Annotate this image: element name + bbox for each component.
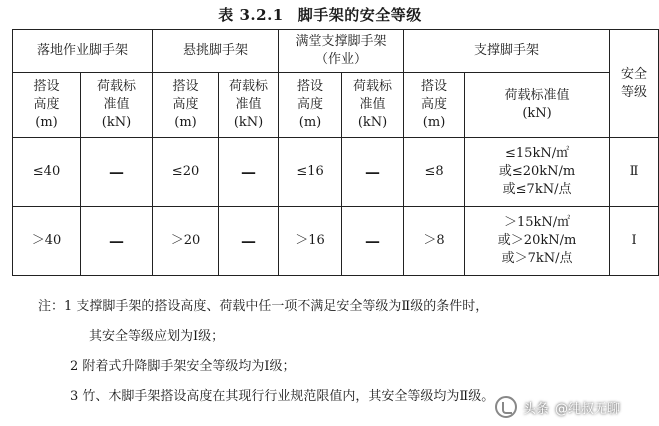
table-number: 表 3.2.1: [218, 6, 284, 24]
header-floor-scaffold: 落地作业脚手架: [13, 30, 153, 73]
watermark-platform: 头条: [522, 401, 549, 417]
watermark-author: @纯叔无聊: [554, 401, 620, 417]
header-height: 搭设 高度 (m): [279, 73, 342, 138]
table-cell: —: [219, 207, 279, 276]
note-item: 其安全等级应划为Ⅰ级；: [89, 329, 225, 344]
header-support-load: 荷载标准值 (kN): [465, 73, 610, 138]
table-notes: [38, 292, 638, 412]
table-cell-support-load: ≤15kN/㎡ 或≤20kN/m 或≤7kN/点: [465, 138, 610, 207]
header-safety-grade: 安全 等级: [610, 30, 659, 138]
table-title-text: 脚手架的安全等级: [297, 6, 422, 24]
table-cell: ＞8: [404, 207, 465, 276]
header-cantilever-scaffold: 悬挑脚手架: [153, 30, 279, 73]
table-row: [13, 207, 659, 276]
header-row-groups: [13, 30, 659, 73]
safety-grade-table: [12, 29, 659, 276]
notes-label: 注：: [38, 299, 65, 314]
header-height: 搭设 高度 (m): [404, 73, 465, 138]
header-load: 荷载标 准值 (kN): [219, 73, 279, 138]
note-item: 3 竹、木脚手架搭设高度在其现行行业规范限值内，其安全等级均为Ⅱ级。: [70, 389, 495, 404]
table-cell: ≤8: [404, 138, 465, 207]
table-row: [13, 138, 659, 207]
table-cell: ＞16: [279, 207, 342, 276]
header-height: 搭设 高度 (m): [153, 73, 219, 138]
header-row-fields: [13, 73, 659, 138]
table-cell: —: [342, 138, 404, 207]
table-cell: ＞40: [13, 207, 81, 276]
table-cell: ≤16: [279, 138, 342, 207]
toutiao-logo-icon: [495, 396, 517, 418]
note-item: 2 附着式升降脚手架安全等级均为Ⅰ级；: [70, 359, 296, 374]
table-cell: —: [81, 207, 153, 276]
watermark: [495, 396, 626, 418]
table-cell: ≤20: [153, 138, 219, 207]
table-cell-support-load: ＞15kN/㎡ 或＞20kN/m 或＞7kN/点: [465, 207, 610, 276]
table-cell: ≤40: [13, 138, 81, 207]
header-support-scaffold: 支撑脚手架: [404, 30, 610, 73]
table-title: [0, 4, 640, 25]
header-load: 荷载标 准值 (kN): [81, 73, 153, 138]
table-cell: —: [219, 138, 279, 207]
header-height: 搭设 高度 (m): [13, 73, 81, 138]
note-item: 注：1 支撑脚手架的搭设高度、荷载中任一项不满足安全等级为Ⅱ级的条件时，: [38, 299, 489, 314]
table-cell: ＞20: [153, 207, 219, 276]
table-cell-grade: Ⅰ: [610, 207, 659, 276]
table-cell: —: [81, 138, 153, 207]
header-full-support-scaffold: 满堂支撑脚手架 （作业）: [279, 30, 404, 73]
table-cell: —: [342, 207, 404, 276]
header-load: 荷载标 准值 (kN): [342, 73, 404, 138]
table-cell-grade: Ⅱ: [610, 138, 659, 207]
